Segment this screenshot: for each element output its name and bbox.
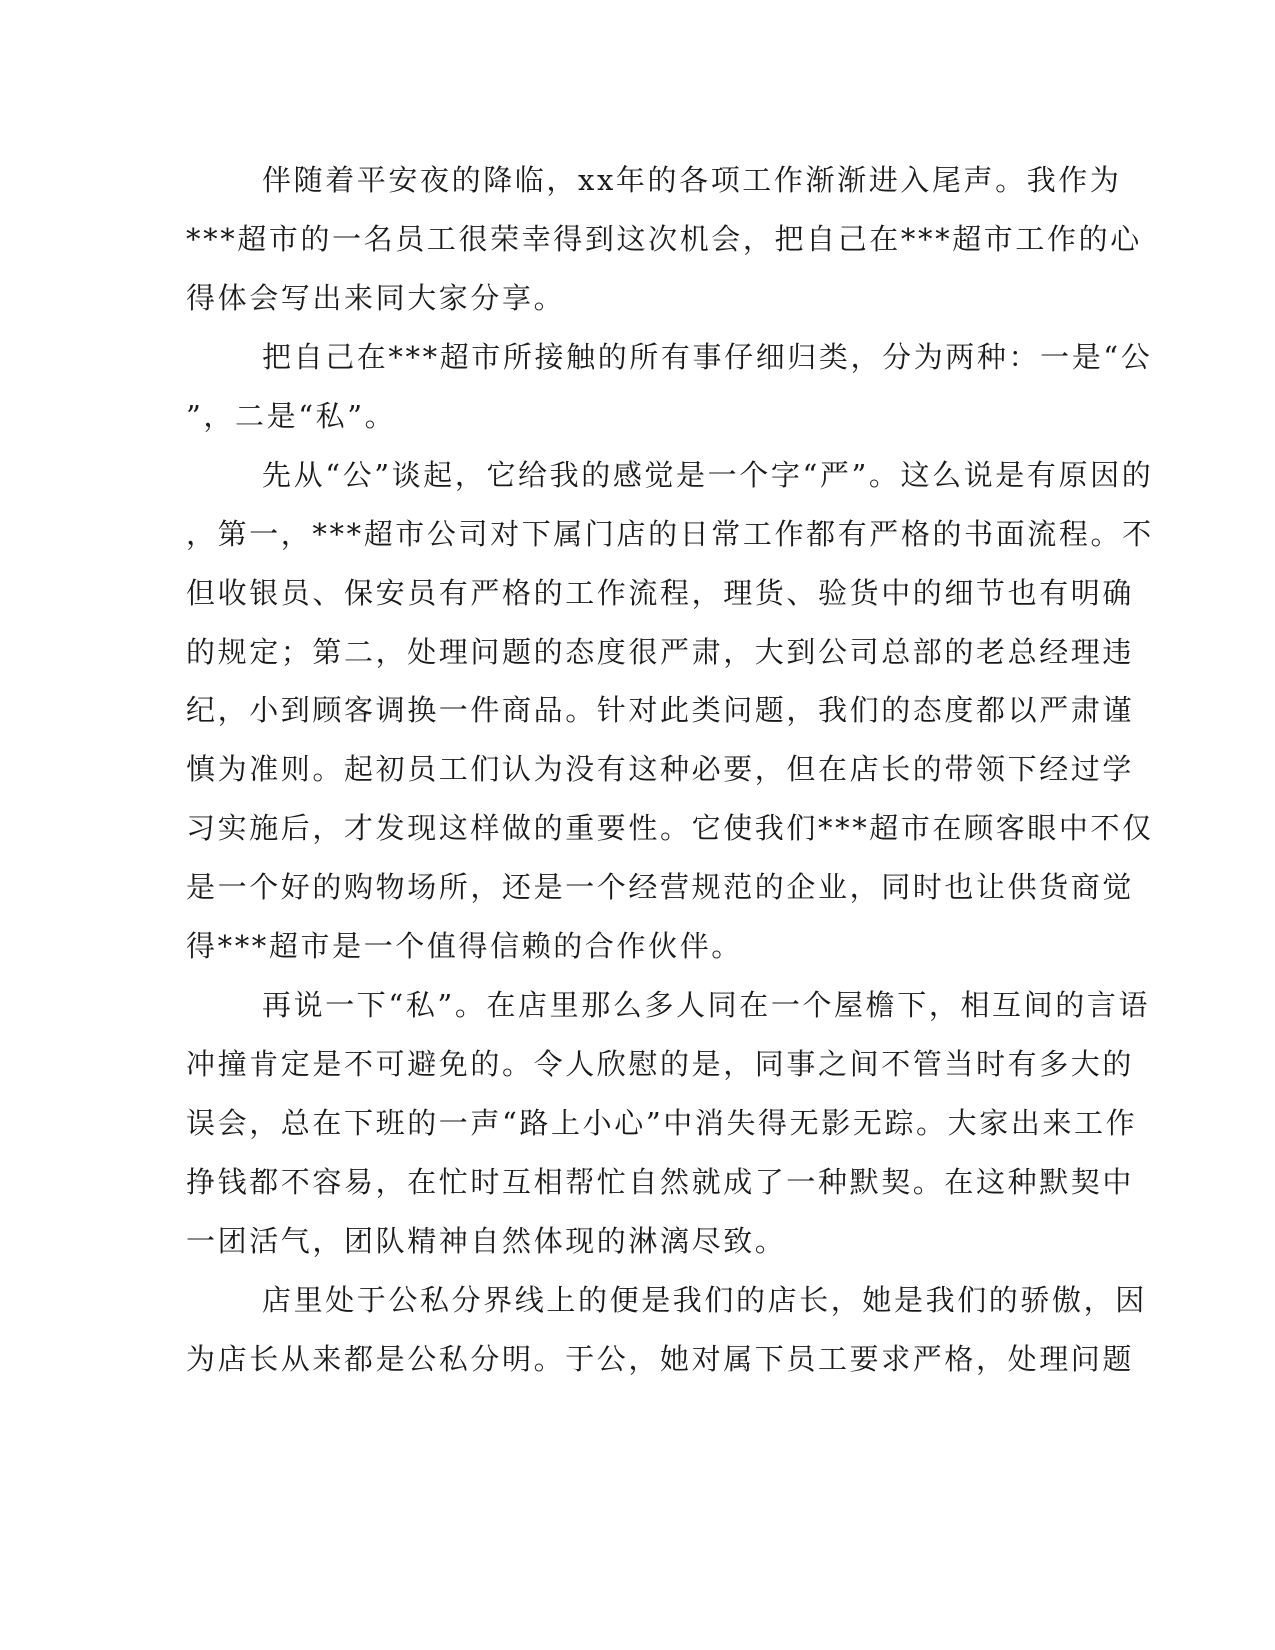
paragraph-1-line-3: 得体会写出来同大家分享。 (186, 281, 566, 315)
paragraph-3-line-1: 先从“公”谈起，它给我的感觉是一个字“严”。这么说是有原因的 (262, 458, 1154, 492)
paragraph-3-line-7: 习实施后，才发现这样做的重要性。它使我们***超市在顾客眼中不仅 (186, 811, 1154, 845)
paragraph-3-line-6: 慎为准则。起初员工们认为没有这种必要，但在店长的带领下经过学 (186, 752, 1135, 786)
paragraph-1-line-2: ***超市的一名员工很荣幸得到这次机会，把自己在***超市工作的心 (186, 222, 1142, 256)
paragraph-4-line-5: 一团活气，团队精神自然体现的淋漓尽致。 (186, 1224, 787, 1258)
paragraph-5-line-2: 为店长从来都是公私分明。于公，她对属下员工要求严格，处理问题 (186, 1342, 1135, 1376)
paragraph-3-line-2: ，第一，***超市公司对下属门店的日常工作都有严格的书面流程。不 (186, 517, 1154, 551)
paragraph-4-line-1: 再说一下“私”。在店里那么多人同在一个屋檐下，相互间的言语 (262, 988, 1151, 1022)
paragraph-3-line-5: 纪，小到顾客调换一件商品。针对此类问题，我们的态度都以严肃谨 (186, 693, 1135, 727)
paragraph-4-line-2: 冲撞肯定是不可避免的。令人欣慰的是，同事之间不管当时有多大的 (186, 1047, 1135, 1081)
paragraph-4-line-3: 误会，总在下班的一声“路上小心”中消失得无影无踪。大家出来工作 (186, 1106, 1138, 1140)
paragraph-4-line-4: 挣钱都不容易，在忙时互相帮忙自然就成了一种默契。在这种默契中 (186, 1165, 1135, 1199)
paragraph-3-line-9: 得***超市是一个值得信赖的合作伙伴。 (186, 929, 743, 963)
paragraph-2-line-2: ”，二是“私”。 (186, 399, 397, 433)
paragraph-3-line-4: 的规定；第二，处理问题的态度很严肃，大到公司总部的老总经理违 (186, 635, 1135, 669)
paragraph-2-line-1: 把自己在***超市所接触的所有事仔细归类，分为两种：一是“公 (262, 340, 1153, 374)
paragraph-3-line-8: 是一个好的购物场所，还是一个经营规范的企业，同时也让供货商觉 (186, 870, 1135, 904)
paragraph-3-line-3: 但收银员、保安员有严格的工作流程，理货、验货中的细节也有明确 (186, 576, 1135, 610)
paragraph-1-line-1: 伴随着平安夜的降临，xx年的各项工作渐渐进入尾声。我作为 (262, 163, 1122, 197)
paragraph-5-line-1: 店里处于公私分界线上的便是我们的店长，她是我们的骄傲，因 (262, 1283, 1147, 1317)
